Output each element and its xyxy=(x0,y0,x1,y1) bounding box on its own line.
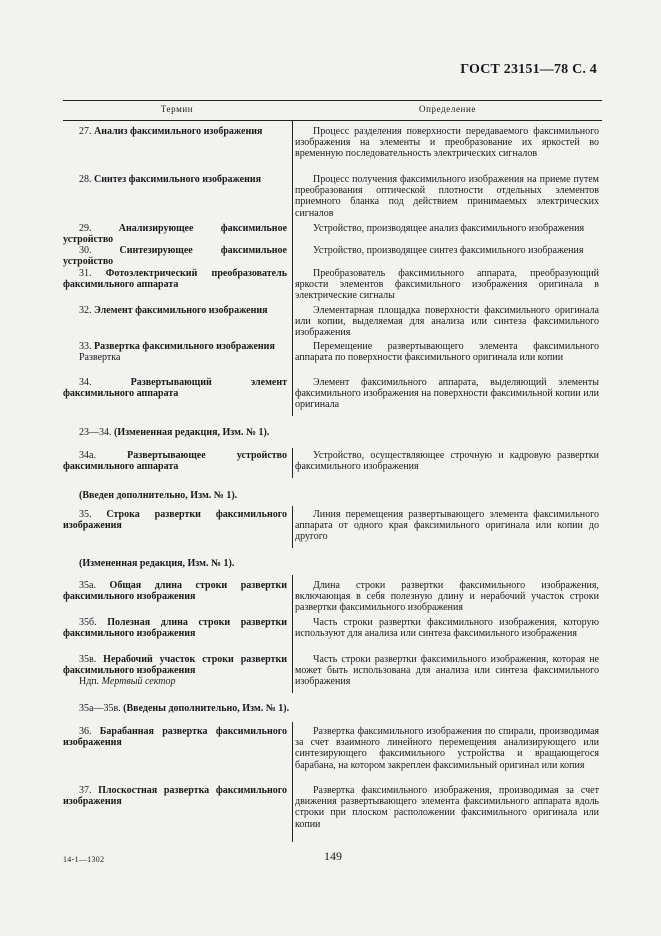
definition-31 xyxy=(295,268,599,302)
column-separator xyxy=(292,506,293,548)
term-32 xyxy=(63,305,287,316)
definition-30 xyxy=(295,245,599,256)
definition-35a xyxy=(295,580,599,614)
term-37 xyxy=(63,785,287,807)
amendment-note: 35а—35в. (Введены дополнительно, Изм. № 1). xyxy=(79,703,290,714)
term-30 xyxy=(63,245,287,267)
term-number: 37. xyxy=(79,785,92,796)
term-text: Общая длина строки развертки факсимильного изображения xyxy=(63,580,287,603)
term-number: 31. xyxy=(79,268,92,279)
term-number: 32. xyxy=(79,305,92,316)
term-text: Строка развертки факсимильного изображения xyxy=(63,509,287,532)
definition-text: Линия перемещения развертывающего элемента факсимильного аппарата от одного края факсимильного оригинала или копии до другого xyxy=(295,509,599,543)
term-text: Нерабочий участок строки развертки факсимильного изображения xyxy=(63,654,287,677)
term-text: Элемент факсимильного изображения xyxy=(94,305,268,316)
term-text: Плоскостная развертка факсимильного изображения xyxy=(63,785,288,808)
term-number: 36. xyxy=(79,726,92,737)
term-35v xyxy=(63,654,287,688)
term-text: Синтез факсимильного изображения xyxy=(94,174,262,185)
amendment-note: (Измененная редакция, Изм. № 1). xyxy=(79,558,235,569)
definition-33 xyxy=(295,341,599,363)
term-31 xyxy=(63,268,287,290)
definition-text: Устройство, производящее синтез факсимильного изображения xyxy=(313,245,584,256)
definition-28 xyxy=(295,174,599,219)
definition-text: Процесс получения факсимильного изображения на приеме путем преобразования оптической плотности отдельных элементов приемного бланка под действием принимаемых электрических сигналов xyxy=(295,174,599,219)
term-35 xyxy=(63,509,287,531)
definition-35v xyxy=(295,654,599,688)
definition-text: Преобразователь факсимильного аппарата, преобразующий яркости элементов факсимильного изображения оригинала в электрические сигналы xyxy=(295,268,599,302)
page-number: 149 xyxy=(324,849,342,863)
term-text: Полезная длина строки развертки факсимильного изображения xyxy=(63,617,288,640)
column-separator xyxy=(292,575,293,693)
term-text: Фотоэлектрический преобразователь факсимильного аппарата xyxy=(63,268,287,291)
amendment-note: 23—34. (Измененная редакция, Изм. № 1). xyxy=(79,427,270,438)
definition-text: Развертка факсимильного изображения, производимая за счет движения развертывающего элемента факсимильного аппарата вдоль строки при плоском расположении факсимильного оригинала или копии xyxy=(295,785,599,830)
term-34 xyxy=(63,377,287,399)
definition-text: Устройство, производящее анализ факсимильного изображения xyxy=(313,223,585,234)
term-synonym: Развертка xyxy=(79,352,121,364)
term-29 xyxy=(63,223,287,245)
definition-34a xyxy=(295,450,599,472)
term-text: Анализирующее факсимильное устройство xyxy=(63,223,288,246)
term-number: 29. xyxy=(79,223,92,234)
definition-34 xyxy=(295,377,599,411)
term-34a xyxy=(63,450,287,472)
amendment-note: (Введен дополнительно, Изм. № 1). xyxy=(79,490,238,501)
definition-text: Элемент факсимильного аппарата, выделяющий элементы факсимильного изображения на поверхности факсимильной копии или оригинала xyxy=(295,377,599,411)
table-top-rule xyxy=(63,100,602,101)
definition-text: Перемещение развертывающего элемента факсимильного аппарата по поверхности факсимильного оригинала или копии xyxy=(295,341,599,364)
term-number: 35а. xyxy=(79,580,96,591)
term-text: Развертка факсимильного изображения xyxy=(94,341,275,352)
term-number: 34. xyxy=(79,377,92,388)
term-deprecated: Ндп. Мертвый сектор xyxy=(79,676,176,688)
term-number: 35. xyxy=(79,509,92,520)
term-number: 35в. xyxy=(79,654,97,665)
column-header-definition: Определение xyxy=(419,104,476,114)
term-text: Барабанная развертка факсимильного изображения xyxy=(63,726,288,749)
table-header-rule xyxy=(63,120,602,121)
definition-text: Элементарная площадка поверхности факсимильного оригинала или копии, выделяемая для анализа или синтеза факсимильного изображения xyxy=(295,305,599,339)
term-33 xyxy=(63,341,287,363)
definition-37 xyxy=(295,785,599,830)
print-code: 14-1—1302 xyxy=(63,855,105,864)
term-number: 27. xyxy=(79,126,92,137)
column-separator xyxy=(292,448,293,478)
term-number: 30. xyxy=(79,245,92,256)
term-number: 28. xyxy=(79,174,92,185)
definition-text: Развертка факсимильного изображения по спирали, производимая за счет взаимного линейного перемещения анализирующего или синтезирующего факсимильного устройства и вращающегося барабана, на котором закреплен факсимильный оригинал или копия xyxy=(295,726,599,771)
column-header-term: Термин xyxy=(160,104,194,114)
term-28 xyxy=(63,174,287,185)
term-text: Развертывающий элемент факсимильного аппарата xyxy=(63,377,287,400)
definition-27 xyxy=(295,126,599,160)
definition-text: Процесс разделения поверхности передаваемого факсимильного изображения на элементы и преобразование их яркостей во временную последовательность электрических сигналов xyxy=(295,126,599,160)
term-number: 35б. xyxy=(79,617,97,628)
definition-32 xyxy=(295,305,599,339)
definition-29 xyxy=(295,223,599,234)
term-35b xyxy=(63,617,287,639)
column-separator xyxy=(292,120,293,416)
term-27 xyxy=(63,126,287,137)
term-text: Синтезирующее факсимильное устройство xyxy=(63,245,287,268)
term-text: Анализ факсимильного изображения xyxy=(94,126,263,137)
column-separator xyxy=(292,722,293,842)
term-36 xyxy=(63,726,287,748)
definition-text: Часть строки развертки факсимильного изображения, которая не может быть использована для анализа или синтеза факсимильного изображения xyxy=(295,654,599,688)
term-text: Развертывающее устройство факсимильного аппарата xyxy=(63,450,287,473)
definition-35b xyxy=(295,617,599,639)
term-number: 33. xyxy=(79,341,92,352)
term-number: 34а. xyxy=(79,450,96,461)
definition-text: Длина строки развертки факсимильного изображения, включающая в себя полезную длину и нерабочий участок строки развертки факсимильного изображения xyxy=(295,580,599,614)
definition-text: Часть строки развертки факсимильного изображения, которую используют для анализа или синтеза факсимильного изображения xyxy=(295,617,599,640)
term-35a xyxy=(63,580,287,602)
definition-36 xyxy=(295,726,599,771)
definition-35 xyxy=(295,509,599,543)
standard-code: ГОСТ 23151—78 С. 4 xyxy=(460,62,597,77)
definition-text: Устройство, осуществляющее строчную и кадровую развертки факсимильного изображения xyxy=(295,450,599,473)
